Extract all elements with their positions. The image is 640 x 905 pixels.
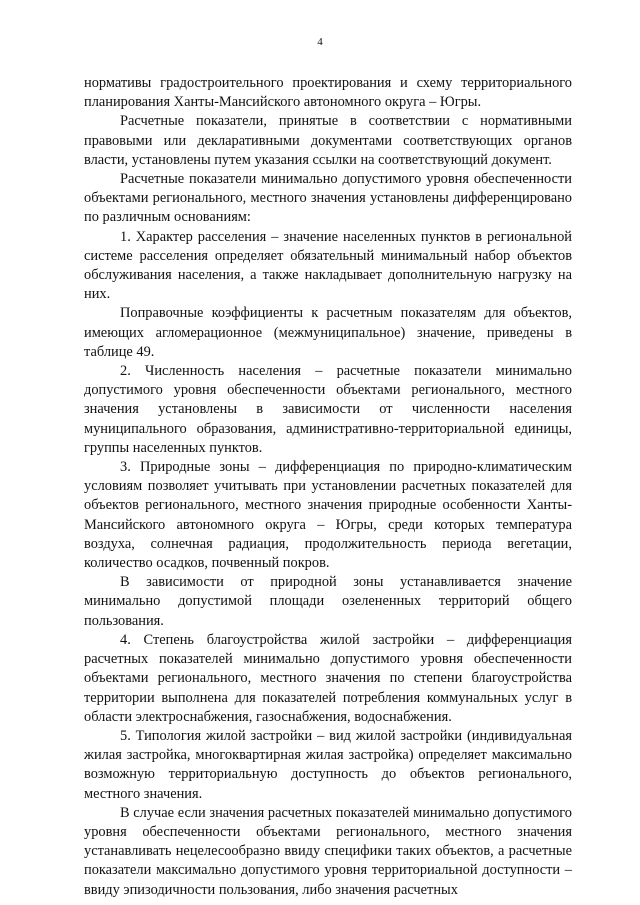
paragraph: Расчетные показатели, принятые в соответствии с нормативными правовыми или декларативными документами соответствующих органов власти, установлены путем указания ссылки на соответствующий документ. bbox=[84, 113, 572, 168]
list-item-improvement-degree: 4. Степень благоустройства жилой застройки – дифференциация расчетных показателей минимально допустимого уровня обеспеченности объектами регионального, местного значения по степени благоустройства территории выполнена для показателей потребления коммунальных услуг в области электроснабжения, газоснабжения, водоснабжения. bbox=[84, 631, 572, 725]
list-item-building-typology: 5. Типология жилой застройки – вид жилой застройки (индивидуальная жилая застройка, многоквартирная жилая застройка) определяет максимально возможную территориальную доступность до объектов регионального, местного значения. bbox=[84, 727, 572, 802]
list-item-natural-zones: 3. Природные зоны – дифференциация по природно-климатическим условиям позволяет учитывать при установлении расчетных показателей для объектов регионального, местного значения природные особенности Ханты-Мансийского автономного округа – Югры, среди которых температура воздуха, солнечная радиация, продолжительность периода вегетации, количество осадков, почвенный покров. bbox=[84, 459, 572, 572]
paragraph: В случае если значения расчетных показателей минимально допустимого уровня обеспеченности объектами регионального, местного значения устанавливать нецелесообразно ввиду специфики таких объектов, а расчетные показатели максимально допустимого уровня территориальной доступности – ввиду эпизодичности пользования, либо значения расчетных bbox=[84, 804, 572, 898]
list-item-population-size: 2. Численность населения – расчетные показатели минимально допустимого уровня обеспеченности объектами регионального, местного значения установлены в зависимости от численности населения муниципального образования, административно-территориальной единицы, группы населенных пунктов. bbox=[84, 363, 572, 456]
paragraph: Поправочные коэффициенты к расчетным показателям для объектов, имеющих агломерационное (межмуниципальное) значение, приведены в таблице 49. bbox=[84, 305, 572, 360]
paragraph: Расчетные показатели минимально допустимого уровня обеспеченности объектами регионального, местного значения установлены дифференцировано по различным основаниям: bbox=[84, 171, 572, 226]
paragraph: нормативы градостроительного проектирования и схему территориального планирования Ханты-Мансийского автономного округа – Югры. bbox=[84, 75, 572, 111]
list-item-settlement-character: 1. Характер расселения – значение населенных пунктов в региональной системе расселения определяет обязательный минимальный набор объектов обслуживания населения, а также накладывает дополнительную нагрузку на них. bbox=[84, 228, 572, 303]
page-number: 4 bbox=[317, 36, 323, 48]
body-text bbox=[84, 74, 572, 900]
paragraph: В зависимости от природной зоны устанавливается значение минимально допустимой площади озелененных территорий общего пользования. bbox=[84, 574, 572, 629]
